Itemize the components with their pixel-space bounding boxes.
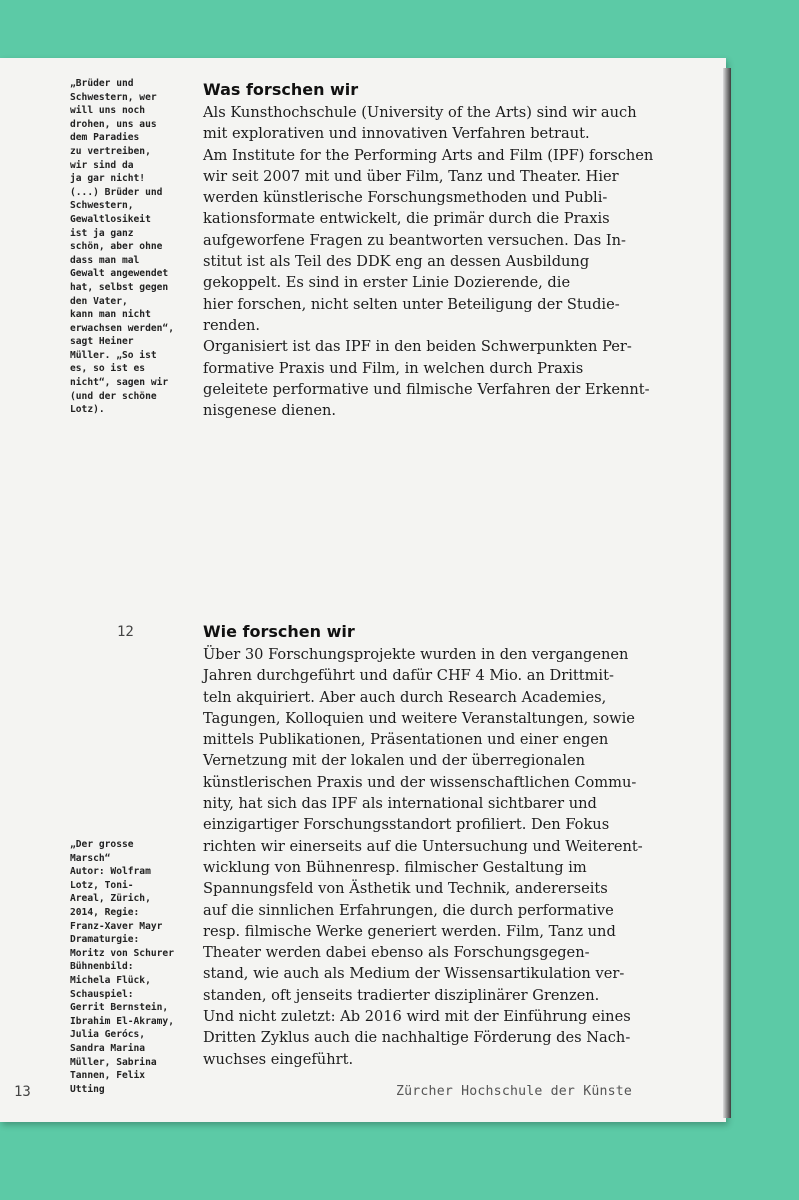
text-line: nisgenese dienen.	[203, 402, 337, 420]
text-line: künstlerischen Praxis und der wissenschaftlichen Commu-	[203, 773, 637, 791]
text-line: wicklung von Bühnenresp. filmischer Gestaltung im	[203, 858, 587, 876]
text-line: wuchses eingeführt.	[203, 1050, 354, 1068]
text-line: Dritten Zyklus auch die nachhaltige Förderung des Nach-	[203, 1029, 631, 1047]
page-number-12: 12	[117, 624, 134, 640]
text-line: nity, hat sich das IPF als international sichtbarer und	[203, 795, 597, 813]
text-line: stand, wie auch als Medium der Wissensartikulation ver-	[203, 965, 625, 983]
text-line: einzigartiger Forschungsstandort profiliert. Den Fokus	[203, 816, 610, 834]
text-line: Und nicht zuletzt: Ab 2016 wird mit der Einführung eines	[203, 1008, 631, 1026]
page-number-13: 13	[14, 1084, 31, 1100]
text-line: kationsformate entwickelt, die primär durch die Praxis	[203, 210, 610, 228]
text-line: Jahren durchgeführt und dafür CHF 4 Mio. an Drittmit-	[203, 667, 614, 685]
text-line: Tagungen, Kolloquien und weitere Veranstaltungen, sowie	[203, 709, 635, 727]
text-line: resp. filmische Werke generiert werden. Film, Tanz und	[203, 922, 616, 940]
text-line: wir seit 2007 mit und über Film, Tanz und Theater. Hier	[203, 167, 619, 185]
text-line: Organisiert ist das IPF in den beiden Schwerpunkten Per-	[203, 338, 632, 356]
text-line: formative Praxis und Film, in welchen durch Praxis	[203, 359, 584, 377]
sidebar-quote: „Brüder und Schwestern, wer will uns noch drohen, uns aus dem Paradies zu vertreiben, wir sind da ja gar nicht! (...) Brüder und Schwestern, Gewaltlosikeit ist ja ganz schön, aber ohne dass man mal Gewalt angewendet hat, selbst gegen den Vater, kann man nicht erwachsen werden“, sagt Heiner Müller. „So ist es, so ist es nicht“, sagen wir (und der schöne Lotz).	[70, 78, 174, 416]
text-line: richten wir einerseits auf die Untersuchung und Weiterent-	[203, 837, 643, 855]
text-line: standen, oft jenseits tradierter disziplinärer Grenzen.	[203, 986, 600, 1004]
text-line: aufgeworfene Fragen zu beantworten versuchen. Das In-	[203, 231, 626, 249]
text-line: stitut ist als Teil des DDK eng an dessen Ausbildung	[203, 253, 590, 271]
section-body-was-forschen-wir	[203, 102, 723, 421]
text-line: mit explorativen und innovativen Verfahren betraut.	[203, 125, 590, 143]
sidebar-credits: „Der grosse Marsch“ Autor: Wolfram Lotz, Toni- Areal, Zürich, 2014, Regie: Franz-Xaver Mayr Dramaturgie: Moritz von Schurer Bühnenbild: Michela Flück, Schauspiel: Gerrit Bernstein, Ibrahim El-Akramy, Julia Gerócs, Sandra Marina Müller, Sabrina Tannen, Felix Utting	[70, 839, 174, 1095]
text-line: mittels Publikationen, Präsentationen und einer engen	[203, 731, 609, 749]
text-line: Theater werden dabei ebenso als Forschungsgegen-	[203, 944, 590, 962]
text-line: hier forschen, nicht selten unter Beteiligung der Studie-	[203, 295, 620, 313]
text-line: geleitete performative und filmische Verfahren der Erkennt-	[203, 380, 650, 398]
text-line: Über 30 Forschungsprojekte wurden in den vergangenen	[203, 646, 629, 663]
text-line: Am Institute for the Performing Arts and Film (IPF) forschen	[203, 146, 654, 164]
text-line: Spannungsfeld von Ästhetik und Technik, andererseits	[203, 880, 608, 898]
section-heading-was-forschen-wir: Was forschen wir	[203, 80, 359, 99]
text-line: Vernetzung mit der lokalen und der überregionalen	[203, 752, 586, 770]
section-heading-wie-forschen-wir: Wie forschen wir	[203, 622, 355, 641]
text-line: Als Kunsthochschule (University of the Arts) sind wir auch	[203, 104, 637, 121]
text-line: renden.	[203, 316, 261, 334]
section-body-wie-forschen-wir	[203, 644, 723, 1070]
page-spine	[723, 68, 731, 1118]
text-line: teln akquiriert. Aber auch durch Research Academies,	[203, 688, 607, 706]
text-line: auf die sinnlichen Erfahrungen, die durch performative	[203, 901, 614, 919]
footer-institution: Zürcher Hochschule der Künste	[396, 1084, 633, 1099]
text-line: werden künstlerische Forschungsmethoden und Publi-	[203, 189, 608, 207]
text-line: gekoppelt. Es sind in erster Linie Dozierende, die	[203, 274, 571, 292]
